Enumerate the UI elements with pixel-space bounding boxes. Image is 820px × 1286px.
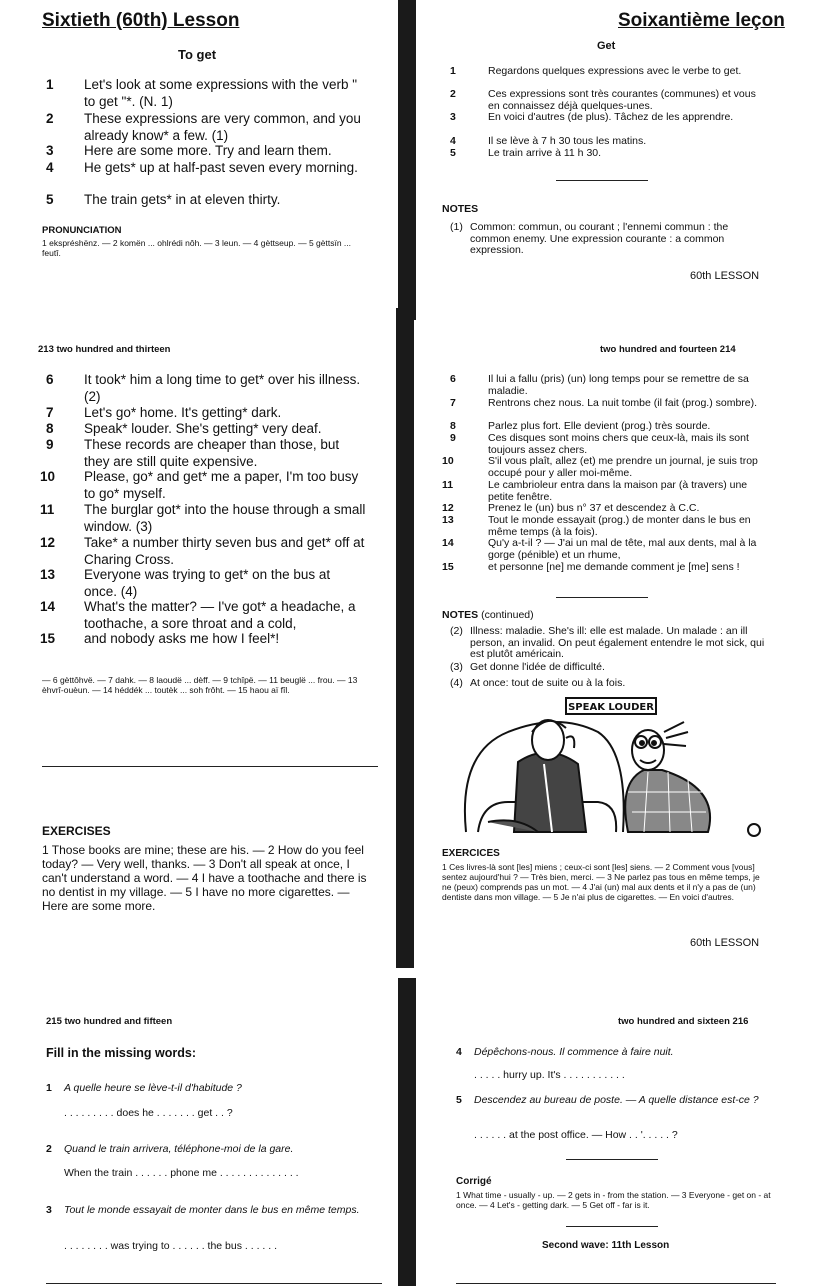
lesson-title-en: Sixtieth (60th) Lesson <box>42 10 240 31</box>
lesson-subtitle-en: To get <box>178 47 217 62</box>
fill-answer: . . . . . . . . . does he . . . . . . . get . . ? <box>64 1107 233 1119</box>
note-4: At once: tout de suite ou à la fois. <box>470 677 626 689</box>
fill-question: Descendez au bureau de poste. — A quelle distance est-ce ? <box>474 1094 759 1106</box>
list-item: 6 It took* him a long time to get* over his illness. (2) <box>46 372 361 404</box>
list-item: 4 He gets* up at half-past seven every morning. <box>46 160 358 175</box>
list-item: 4 Il se lève à 7 h 30 tous les matins. <box>450 135 647 147</box>
list-item: 12 Take* a number thirty seven bus and get* off at Charing Cross. <box>40 535 365 567</box>
list-item: 14 Qu'y a-t-il ? — J'ai un mal de tête, mal aux dents, mal à la gorge (pénible) et un rhume, <box>442 537 757 561</box>
divider <box>566 1226 658 1227</box>
gutter-bottom <box>398 978 416 1286</box>
divider <box>556 180 648 181</box>
fill-answer: When the train . . . . . . phone me . . . . . . . . . . . . . . <box>64 1167 299 1179</box>
divider <box>556 597 648 598</box>
pronunciation-heading: PRONUNCIATION <box>42 225 122 236</box>
list-item: 1 Let's look at some expressions with the verb " to get "*. (N. 1) <box>46 77 357 109</box>
divider <box>42 766 378 767</box>
divider <box>456 1283 776 1284</box>
lesson-tag: 60th LESSON <box>690 270 760 282</box>
notes-heading: NOTES <box>442 203 479 215</box>
list-item: 10 S'il vous plaît, allez (et) me prendre un journal, je suis trop occupé pour y aller moi-même. <box>442 455 758 479</box>
fill-number: 1 <box>46 1082 52 1094</box>
pronunciation-text: 1 ekspréshënz. — 2 komën ... ohlrédi nôh. — 3 leun. — 4 gèttseup. — 5 gèttsïn ... feutî. <box>42 238 352 258</box>
page-footer-213: 213 two hundred and thirteen <box>38 344 171 355</box>
fill-question: Quand le train arrivera, téléphone-moi de la gare. <box>64 1143 294 1155</box>
list-item: 3 En voici d'autres (de plus). Tâchez de les apprendre. <box>450 111 734 123</box>
lesson-tag-2: 60th LESSON <box>690 937 760 949</box>
pronunciation-text-2: — 6 gèttôhvë. — 7 dahk. — 8 laoudë ... dèff. — 9 tchîpë. — 11 beuglë ... frou. — 13 èhvrî-ouèun. — 14 héddék ... toutèk ... soh frôht. — 15 haou aï fîl. <box>42 675 358 695</box>
fill-question: Dépêchons-nous. Il commence à faire nuit. <box>474 1046 674 1058</box>
list-item: 1 Regardons quelques expressions avec le verbe to get. <box>450 65 742 77</box>
list-item: 9 Ces disques sont moins chers que ceux-là, mais ils sont toujours assez chers. <box>450 432 749 456</box>
list-item: 14 What's the matter? — I've got* a headache, a toothache, a sore throat and a cold, <box>40 599 356 631</box>
note-3: Get donne l'idée de difficulté. <box>470 661 605 673</box>
list-item: 11 Le cambrioleur entra dans la maison par (à travers) une petite fenêtre. <box>442 479 748 503</box>
fill-number: 2 <box>46 1143 52 1155</box>
exercises-heading: EXERCISES <box>42 824 111 838</box>
fill-question: A quelle heure se lève-t-il d'habitude ? <box>64 1082 242 1094</box>
fill-answer: . . . . . . at the post office. — How . . '. . . . . ? <box>474 1129 678 1141</box>
note-2: Illness: maladie. She's ill: elle est malade. Un malade : an ill person, an invalid. On peut également entendre le mot sick, qui est plutôt américain. <box>470 625 765 660</box>
fill-heading: Fill in the missing words: <box>46 1046 197 1060</box>
fill-number: 3 <box>46 1204 52 1216</box>
lesson-title-fr: Soixantième leçon <box>618 10 785 31</box>
list-item: 10 Please, go* and get* me a paper, I'm too busy to go* myself. <box>40 469 359 501</box>
divider <box>566 1159 658 1160</box>
list-item: 2 Ces expressions sont très courantes (communes) et vous en connaissez déjà quelques-unes. <box>450 88 756 112</box>
exercices-text: 1 Ces livres-là sont [les] miens ; ceux-ci sont [les] siens. — 2 Comment vous [vous] sentez aujourd'hui ? — Très bien, merci. — 3 Ne parlez pas tous en même temps, je ne (peux) comprends pas un mot. — 4 J'ai (un) mal aux dents et il n'y a pas de (un) dentiste dans mon village. — 5 Je n'ai plus de cigarettes. — En voici d'autres. <box>442 862 760 902</box>
list-item: 8 Parlez plus fort. Elle devient (prog.) très sourde. <box>450 420 711 432</box>
fill-number: 4 <box>456 1046 462 1058</box>
fill-question: Tout le monde essayait de monter dans le bus en même temps. <box>64 1204 360 1216</box>
corrige-heading: Corrigé <box>456 1176 492 1187</box>
list-item: 13 Tout le monde essayait (prog.) de monter dans le bus en même temps (à la fois). <box>442 514 751 538</box>
cartoon-illustration <box>448 692 768 842</box>
second-wave: Second wave: 11th Lesson <box>542 1240 670 1251</box>
list-item: 9 These records are cheaper than those, but they are still quite expensive. <box>46 437 340 469</box>
list-item: 6 Il lui a fallu (pris) (un) long temps pour se remettre de sa maladie. <box>450 373 749 397</box>
fill-answer: . . . . . hurry up. It's . . . . . . . . . . . <box>474 1069 625 1081</box>
page-header-215: 215 two hundred and fifteen <box>46 1016 173 1027</box>
note-1-number: (1) <box>450 221 463 233</box>
list-item: 12 Prenez le (un) bus n° 37 et descendez à C.C. <box>442 502 700 514</box>
corrige-text: 1 What time - usually - up. — 2 gets in - from the station. — 3 Everyone - get on - at once. — 4 Let's - getting dark. — 5 Get off - far is it. <box>456 1190 771 1210</box>
note-4-number: (4) <box>450 677 463 689</box>
cartoon-sign-text: SPEAK LOUDER <box>568 702 654 713</box>
lesson-subtitle-fr: Get <box>597 40 616 52</box>
list-item: 15 et personne [ne] me demande comment je [me] sens ! <box>442 561 740 573</box>
fill-answer: . . . . . . . . was trying to . . . . . . the bus . . . . . . <box>64 1240 277 1252</box>
list-item: 13 Everyone was trying to get* on the bus at once. (4) <box>40 567 331 599</box>
list-item: 3 Here are some more. Try and learn them. <box>46 143 332 158</box>
note-3-number: (3) <box>450 661 463 673</box>
list-item: 11 The burglar got* into the house through a small window. (3) <box>40 502 366 534</box>
note-1: Common: commun, ou courant ; l'ennemi commun : the common enemy. Une expression courante : a common expression. <box>470 221 729 256</box>
list-item: 5 Le train arrive à 11 h 30. <box>450 147 602 159</box>
notes-continued-heading: NOTES (continued) <box>442 609 534 621</box>
gutter-middle <box>396 308 414 968</box>
exercises-text: 1 Those books are mine; these are his. — 2 How do you feel today? — Very well, thanks. — 3 Don't all speak at once, I can't understand a word. — 4 I have a toothache and there is no dentist in my village. — 5 I have no more cigarettes. — Here are some more. <box>42 843 367 913</box>
page-footer-214: two hundred and fourteen 214 <box>600 344 736 355</box>
exercices-heading: EXERCICES <box>442 848 500 859</box>
gutter-top <box>398 0 416 320</box>
list-item: 5 The train gets* in at eleven thirty. <box>46 192 281 207</box>
list-item: 8 Speak* louder. She's getting* very deaf. <box>46 421 322 436</box>
list-item: 7 Rentrons chez nous. La nuit tombe (il fait (prog.) sombre). <box>450 397 758 409</box>
divider <box>46 1283 382 1284</box>
list-item: 7 Let's go* home. It's getting* dark. <box>46 405 282 420</box>
list-item: 15 and nobody asks me how I feel*! <box>40 631 280 646</box>
page-header-216: two hundred and sixteen 216 <box>618 1016 749 1027</box>
note-2-number: (2) <box>450 625 463 637</box>
fill-number: 5 <box>456 1094 462 1106</box>
list-item: 2 These expressions are very common, and you already know* a few. (1) <box>46 111 361 143</box>
